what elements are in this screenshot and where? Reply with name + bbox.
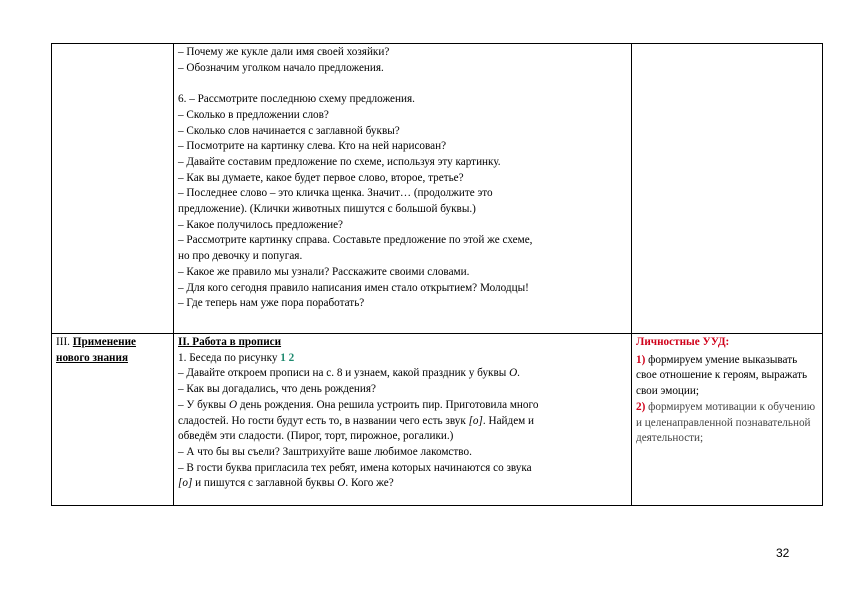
- text-line: – А что бы вы съели? Заштрихуйте ваше любимое лакомство.: [178, 445, 472, 458]
- stage-number: III.: [56, 336, 70, 348]
- page-number: 32: [776, 546, 790, 560]
- text-line: – Какое получилось предложение?: [178, 218, 344, 231]
- text-line: но про девочку и попугая.: [178, 250, 303, 263]
- text-line: – Какое же правило мы узнали? Расскажите своими словами.: [178, 265, 470, 278]
- lesson-table: [51, 43, 823, 506]
- uud-item: 1) формируем умение выказывать свое отношение к героям, выражать свои эмоции;: [636, 353, 808, 398]
- task-heading: 1. Беседа по рисунку 1 2: [178, 351, 295, 364]
- text-line: [о] и пишутся с заглавной буквы О. Кого же?: [178, 477, 394, 490]
- teacher-activity-cell: [174, 334, 632, 506]
- text-line: – Для кого сегодня правило написания имен стало открытием? Молодцы!: [178, 281, 529, 294]
- stage-title: Применение: [72, 336, 137, 348]
- stage-cell: [52, 334, 174, 506]
- text-line: – Как вы думаете, какое будет первое слово, второе, третье?: [178, 171, 464, 184]
- table-row: [52, 334, 823, 506]
- text-line: обведём эти сладости. (Пирог, торт, пирожное, рогалики.): [178, 430, 454, 443]
- text-line: – Давайте составим предложение по схеме, используя эту картинку.: [178, 155, 501, 168]
- task-ref-2: 2: [288, 351, 295, 364]
- text-line: – Обозначим уголком начало предложения.: [178, 61, 384, 74]
- text-line: – Как вы догадались, что день рождения?: [178, 383, 377, 396]
- text-line: – Давайте откроем прописи на с. 8 и узнаем, какой праздник у буквы О.: [178, 367, 520, 380]
- uud-cell: [632, 334, 823, 506]
- blank-line: [178, 76, 627, 92]
- text-line: – Почему же кукле дали имя своей хозяйки?: [178, 46, 390, 58]
- text-line: – Рассмотрите картинку справа. Составьте предложение по этой же схеме,: [178, 234, 533, 247]
- uud-cell: [632, 44, 823, 334]
- text-line: 6. – Рассмотрите последнюю схему предложения.: [178, 93, 415, 106]
- text-line: – У буквы О день рождения. Она решила устроить пир. Приготовила много: [178, 398, 539, 411]
- stage-cell: [52, 44, 174, 334]
- section-title: II. Работа в прописи: [178, 336, 282, 348]
- text-line: – Сколько слов начинается с заглавной буквы?: [178, 124, 400, 137]
- text-line: сладостей. Но гости будут есть то, в названии чего есть звук [о]. Найдем и: [178, 414, 535, 427]
- teacher-activity-cell: [174, 44, 632, 334]
- stage-title: нового знания: [56, 351, 128, 364]
- text-line: предложение). (Клички животных пишутся с большой буквы.): [178, 203, 476, 216]
- task-ref-1: 1: [280, 351, 286, 364]
- text-line: – В гости буква пригласила тех ребят, имена которых начинаются со звука: [178, 461, 532, 474]
- text-line: – Сколько в предложении слов?: [178, 108, 329, 121]
- table-row: [52, 44, 823, 334]
- text-line: – Где теперь нам уже пора поработать?: [178, 297, 365, 310]
- uud-heading: Личностные УУД:: [636, 336, 730, 348]
- text-line: – Посмотрите на картинку слева. Кто на ней нарисован?: [178, 140, 447, 153]
- uud-item: 2) формируем мотивации к обучению и целенаправленной познавательной деятельности;: [636, 400, 816, 445]
- text-line: – Последнее слово – это кличка щенка. Значит… (продолжите это: [178, 187, 493, 200]
